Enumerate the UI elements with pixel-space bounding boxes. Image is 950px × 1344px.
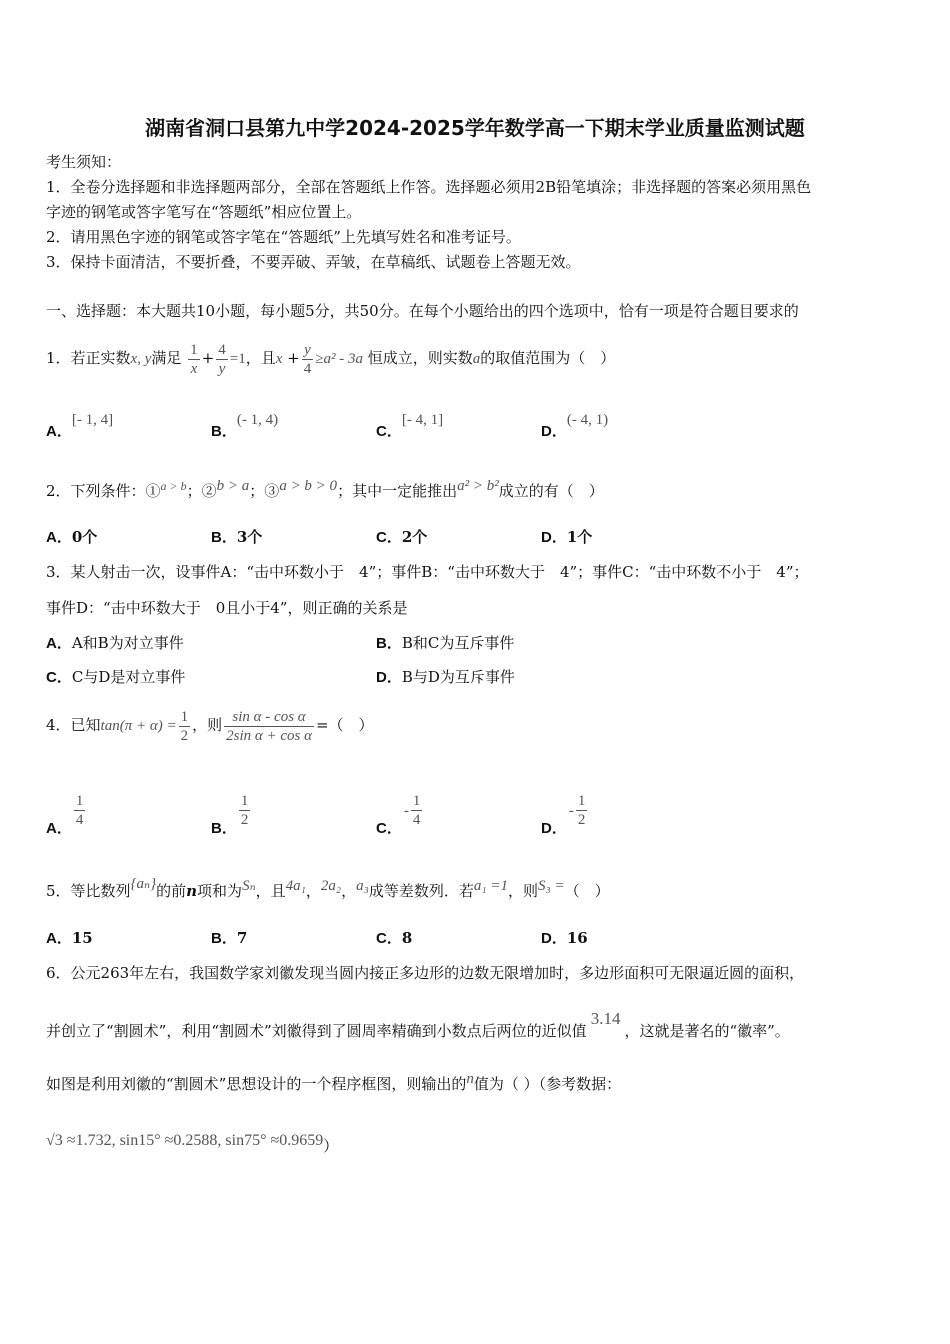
question-1: 1．若正实数x, y满足 $\frac{1}{x}$ + $\frac{4}{y}$ =1，且x + $\frac{y}{4}$ ≥a² - 3a 恒成立，则实数a的取值范围为（ ） — [46, 341, 616, 377]
page-title: 湖南省洞口县第九中学2024-2025学年数学高一下期末学业质量监测试题 — [145, 116, 805, 140]
notice-item-3: 3．保持卡面清洁，不要折叠，不要弄破、弄皱，在草稿纸、试题卷上答题无效。 — [46, 253, 581, 271]
question-6-line-3: 如图是利用刘徽的“割圆术”思想设计的一个程序框图，则输出的n值为（ ）（参考数据： — [46, 1071, 622, 1093]
q4-option-b[interactable]: B． $\frac{1}{2}$ — [211, 793, 249, 837]
notice-item-2: 2．请用黑色字迹的钢笔或答字笔在“答题纸”上先填写姓名和准考证号。 — [46, 228, 521, 246]
notice-item-1: 1．全卷分选择题和非选择题两部分，全部在答题纸上作答。选择题必须用2B铅笔填涂；非选择题的答案必须用黑色 — [46, 178, 812, 196]
question-6-line-2: 并创立了“割圆术”，利用“割圆术”刘徽得到了圆周率精确到小数点后两位的近似值3.14，这就是著名的“徽率”。 — [46, 1009, 790, 1040]
minus-sign: - — [568, 802, 574, 819]
question-4: 4．已知tan(π + α) = $\frac{1}{2}$ ，则 $\frac{\text{sin α - cos α}}{\text{2sin α + cos α}}$ =（ ） — [46, 708, 374, 744]
question-3-line-2: 事件D：“击中环数大于 0且小于4”，则正确的关系是 — [46, 599, 408, 617]
question-6-reference: √3 ≈1.732, sin15° ≈0.2588, sin75° ≈0.9659） — [46, 1132, 339, 1155]
q3-option-c[interactable]: C．C与D是对立事件 — [46, 668, 186, 686]
q2-option-b[interactable]: B．3个 — [211, 528, 263, 546]
q3-option-a[interactable]: A．A和B为对立事件 — [46, 634, 184, 652]
q5-option-c[interactable]: C．8 — [376, 929, 413, 947]
question-6-line-1: 6．公元263年左右，我国数学家刘徽发现当圆内接正多边形的边数无限增加时，多边形面积可无限逼近圆的面积， — [46, 964, 805, 982]
q1-option-b[interactable]: B．(- 1, 4) — [211, 412, 279, 440]
question-3-line-1: 3．某人射击一次，设事件A：“击中环数小于 4”；事件B：“击中环数大于 4”；事件C：“击中环数不小于 4”； — [46, 563, 809, 581]
q2-option-c[interactable]: C．2个 — [376, 528, 428, 546]
fraction-4-over-y: $\frac{4}{y}$ — [218, 341, 226, 377]
q3-option-d[interactable]: D．B与D为互斥事件 — [376, 668, 515, 686]
q1-option-a[interactable]: A．[- 1, 4] — [46, 412, 114, 440]
trig-fraction: $\frac{\text{sin α - cos α}}{\text{2sin α + cos α}}$ — [226, 708, 312, 744]
q4-option-a-value: $\frac{1}{4}$ — [75, 793, 84, 828]
q5-option-a[interactable]: A．15 — [46, 929, 93, 947]
q3-option-b[interactable]: B．B和C为互斥事件 — [376, 634, 515, 652]
minus-sign: - — [403, 802, 409, 819]
notice-heading: 考生须知： — [46, 153, 122, 171]
q4-option-d[interactable]: D．- $\frac{1}{2}$ — [541, 793, 586, 837]
fraction-1-over-x: $\frac{1}{x}$ — [190, 341, 198, 377]
fraction-1-over-2: $\frac{1}{2}$ — [180, 708, 189, 744]
q4-option-c[interactable]: C．- $\frac{1}{4}$ — [376, 793, 421, 837]
fraction-y-over-4: $\frac{y}{4}$ — [303, 341, 312, 377]
question-2: 2．下列条件：①$^{a > b}$；②b > a；③a > b > 0；其中一定能推出a² > b²成立的有（ ） — [46, 478, 604, 500]
notice-item-1-cont: 字迹的钢笔或答字笔写在“答题纸”相应位置上。 — [46, 203, 362, 221]
q4-option-b-value: $\frac{1}{2}$ — [240, 793, 249, 828]
q5-option-b[interactable]: B．7 — [211, 929, 248, 947]
question-5: 5．等比数列{aₙ}的前n项和为Sₙ，且4a₁，2a₂，a₃成等差数列．若a₁ =1，则S₃ =（ ） — [46, 876, 610, 900]
section-heading: 一、选择题：本大题共10小题，每小题5分，共50分。在每个小题给出的四个选项中，恰有一项是符合题目要求的 — [46, 302, 799, 320]
q4-option-d-value: - $\frac{1}{2}$ — [568, 793, 586, 828]
q1-option-d[interactable]: D．(- 4, 1) — [541, 412, 609, 440]
q4-option-a[interactable]: A． $\frac{1}{4}$ — [46, 793, 84, 837]
q2-option-a[interactable]: A．0个 — [46, 528, 98, 546]
q5-option-d[interactable]: D．16 — [541, 929, 588, 947]
q2-option-d[interactable]: D．1个 — [541, 528, 593, 546]
q4-option-c-value: - $\frac{1}{4}$ — [403, 793, 421, 828]
q1-option-c[interactable]: C．[- 4, 1] — [376, 412, 444, 440]
